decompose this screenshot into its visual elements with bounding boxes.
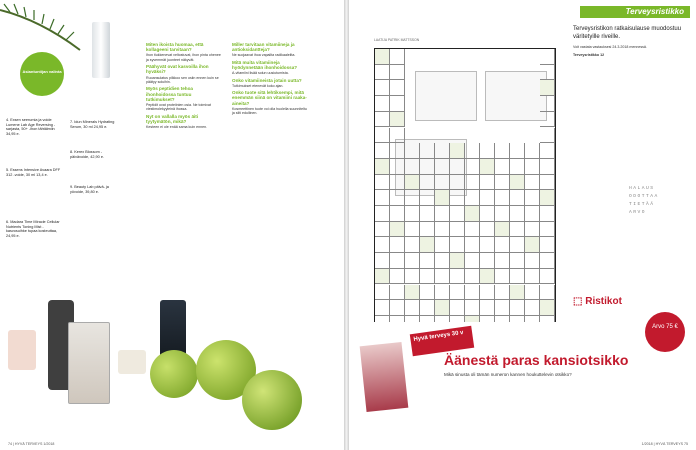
article-body: Kosmeettinen tuote voi olla huolella suunniteltu ja silti edullinen. xyxy=(232,106,307,116)
crossword-cell[interactable] xyxy=(405,269,420,285)
crossword-cell[interactable] xyxy=(375,175,390,191)
caption-4: 4. Exsen seerumia ja voide Lumene Lab Age Reversing -sarjasta, 50+ -ihon tähtäimiin 34,95 e. xyxy=(6,118,56,136)
crossword-cell[interactable] xyxy=(495,285,510,301)
crossword-cell[interactable] xyxy=(450,159,465,175)
crossword-cell[interactable] xyxy=(540,143,555,159)
crossword-cell[interactable] xyxy=(525,206,540,222)
crossword-cell[interactable] xyxy=(540,300,555,316)
crossword-cell[interactable] xyxy=(495,300,510,316)
crossword-cell[interactable] xyxy=(450,253,465,269)
caption-7: 7. Idun Minerals Hydrating Serum, 30 ml 24,95 e. xyxy=(70,120,115,129)
article-column-2 xyxy=(232,40,310,117)
crossword-cell[interactable] xyxy=(405,175,420,191)
crossword-cell[interactable] xyxy=(405,237,420,253)
crossword-cell[interactable] xyxy=(405,285,420,301)
ristikot-logo: ⬚ Ristikot xyxy=(573,296,622,307)
article-heading: Mitä muita vitamiineja hyödynnetään ihonhoidossa? xyxy=(232,59,298,71)
crossword-cell[interactable] xyxy=(375,49,390,65)
crossword-cell[interactable] xyxy=(405,206,420,222)
crossword-cell[interactable] xyxy=(435,300,450,316)
crossword-cell[interactable] xyxy=(420,190,435,206)
crossword-cell[interactable] xyxy=(510,206,525,222)
crossword-cell[interactable] xyxy=(450,175,465,191)
crossword-cell[interactable] xyxy=(375,300,390,316)
crossword-cell[interactable] xyxy=(540,237,555,253)
crossword-cell[interactable] xyxy=(480,237,495,253)
caption-5: 5. Essens Intensive Avaara DFF 312 -voide, 30 ml 13,4 e. xyxy=(6,168,61,177)
crossword-cell[interactable] xyxy=(450,190,465,206)
crossword-cell[interactable] xyxy=(465,269,480,285)
ad-body: Mikä sinusta oli tämän numeron kannen houkuttelevin otsikko? xyxy=(444,372,572,377)
crossword-cell[interactable] xyxy=(510,253,525,269)
winners-heading: Terveysristikko 12 xyxy=(573,53,605,58)
crossword-cell[interactable] xyxy=(480,300,495,316)
crossword-cell[interactable] xyxy=(480,175,495,191)
vote-ad xyxy=(349,322,696,450)
crossword-cell[interactable] xyxy=(375,222,390,238)
crossword-cell[interactable] xyxy=(525,237,540,253)
crossword-cell[interactable] xyxy=(390,300,405,316)
crossword-cell[interactable] xyxy=(480,143,495,159)
crossword-cell[interactable] xyxy=(375,159,390,175)
crossword-cell[interactable] xyxy=(465,237,480,253)
crossword-cell[interactable] xyxy=(465,143,480,159)
crossword-cell[interactable] xyxy=(525,300,540,316)
crossword-cell[interactable] xyxy=(375,190,390,206)
puzzle-credit: LAATIJA PATRIK MATTSSON xyxy=(374,38,420,42)
crossword-cell[interactable] xyxy=(540,206,555,222)
article-body: A-vitamiini lisää solun uusiutumista. xyxy=(232,71,289,76)
crossword-cell[interactable] xyxy=(435,285,450,301)
crossword-cell[interactable] xyxy=(510,190,525,206)
crossword-cell[interactable] xyxy=(495,237,510,253)
solution-row: ARVO xyxy=(629,210,647,215)
crossword-cell[interactable] xyxy=(480,222,495,238)
crossword-cell[interactable] xyxy=(510,237,525,253)
section-header-bar xyxy=(580,6,690,18)
green-apple-image-3 xyxy=(242,370,302,430)
expert-badge xyxy=(20,52,64,96)
crossword-cell[interactable] xyxy=(525,253,540,269)
crossword-cell[interactable] xyxy=(420,143,435,159)
crossword-cell[interactable] xyxy=(390,190,405,206)
crossword-cell[interactable] xyxy=(495,269,510,285)
crossword-cell[interactable] xyxy=(405,190,420,206)
article-body: Kesteen ei ole enää sama kuin ennen. xyxy=(146,125,208,130)
solution-row: HALAUS xyxy=(629,186,655,191)
caption-9: 9. Beauty Lab päivä- ja yövoide, 39,80 e. xyxy=(70,185,109,194)
crossword-cell[interactable] xyxy=(510,143,525,159)
crossword-cell[interactable] xyxy=(495,159,510,175)
crossword-cell[interactable] xyxy=(375,112,390,128)
crossword-cell[interactable] xyxy=(450,143,465,159)
intro-box xyxy=(573,26,689,58)
crossword-cell[interactable] xyxy=(375,253,390,269)
crossword-cell[interactable] xyxy=(465,222,480,238)
article-heading: Päähyvät ovat kasvoilla ihon hyväksi? xyxy=(146,64,209,75)
crossword-cell[interactable] xyxy=(420,237,435,253)
crossword-cell[interactable] xyxy=(435,159,450,175)
crossword-cell[interactable] xyxy=(540,96,555,112)
crossword-cell[interactable] xyxy=(390,65,405,81)
crossword-cell[interactable] xyxy=(420,159,435,175)
expert-badge-text: Asiantuntijan valinta xyxy=(22,69,62,74)
crossword-cell[interactable] xyxy=(465,206,480,222)
crossword-cell[interactable] xyxy=(510,285,525,301)
crossword-cell[interactable] xyxy=(465,285,480,301)
crossword-cell[interactable] xyxy=(420,222,435,238)
crossword-cell[interactable] xyxy=(375,285,390,301)
crossword-cell[interactable] xyxy=(390,285,405,301)
prize-badge xyxy=(645,312,685,352)
crossword-cell[interactable] xyxy=(510,269,525,285)
crossword-cell[interactable] xyxy=(540,159,555,175)
solution-row: ODOTTAA xyxy=(629,194,659,199)
crossword-cell[interactable] xyxy=(375,96,390,112)
crossword-cell[interactable] xyxy=(390,253,405,269)
crossword-cell[interactable] xyxy=(495,175,510,191)
crossword-cell[interactable] xyxy=(435,269,450,285)
crossword-cell[interactable] xyxy=(495,253,510,269)
crossword-cell[interactable] xyxy=(405,143,420,159)
crossword-cell[interactable] xyxy=(390,128,405,144)
crossword-cell[interactable] xyxy=(390,175,405,191)
green-apple-image xyxy=(150,350,198,398)
cartoon-panel-2 xyxy=(485,71,547,121)
crossword-cell[interactable] xyxy=(390,49,405,65)
product-white-box xyxy=(68,322,110,404)
crossword-cell[interactable] xyxy=(525,222,540,238)
solution-row: TIETÄÄ xyxy=(629,202,655,207)
intro-body: Voit vastata vastauksesi 24.3.2018 mennessä. xyxy=(573,45,647,49)
crossword-cell[interactable] xyxy=(540,112,555,128)
ad-headline: Äänestä paras kansiotsikko xyxy=(444,352,629,368)
crossword-cell[interactable] xyxy=(405,159,420,175)
crossword-cell[interactable] xyxy=(540,128,555,144)
crossword-cell[interactable] xyxy=(390,143,405,159)
crossword-cell[interactable] xyxy=(420,175,435,191)
article-column-1 xyxy=(146,40,221,131)
crossword-cell[interactable] xyxy=(390,222,405,238)
product-cream-jar xyxy=(118,350,146,374)
article-body: Ihon tiukkenevat veltostuvat, ihon pinta ohenee ja syvemmät juonteet näkyvät. xyxy=(146,53,221,62)
crossword-cell[interactable] xyxy=(435,175,450,191)
ristikot-icon: ⬚ xyxy=(573,296,583,307)
crossword-cell[interactable] xyxy=(525,190,540,206)
crossword-cell[interactable] xyxy=(375,128,390,144)
crossword-cell[interactable] xyxy=(540,269,555,285)
crossword-cell[interactable] xyxy=(540,175,555,191)
magazine-ribbon: Hyvä terveys 30 v xyxy=(410,326,474,356)
crossword-cell[interactable] xyxy=(495,206,510,222)
crossword-cell[interactable] xyxy=(465,253,480,269)
crossword-cell[interactable] xyxy=(375,65,390,81)
crossword-cell[interactable] xyxy=(480,206,495,222)
crossword-cell[interactable] xyxy=(420,300,435,316)
caption-8: 8. Kerex Blossom -päivävoide, 42,90 e. xyxy=(70,150,104,159)
crossword-cell[interactable] xyxy=(375,269,390,285)
crossword-cell[interactable] xyxy=(450,206,465,222)
right-page-folio: 1/2018 | HYVÄ TERVEYS 75 xyxy=(641,442,688,446)
crossword-cell[interactable] xyxy=(510,175,525,191)
crossword-cell[interactable] xyxy=(540,80,555,96)
crossword-cell[interactable] xyxy=(420,269,435,285)
crossword-cell[interactable] xyxy=(465,300,480,316)
left-page xyxy=(0,0,344,450)
crossword-cell[interactable] xyxy=(540,65,555,81)
crossword-cell[interactable] xyxy=(465,159,480,175)
crossword-cell[interactable] xyxy=(465,175,480,191)
crossword-cell[interactable] xyxy=(420,206,435,222)
crossword-cell[interactable] xyxy=(540,190,555,206)
crossword-cell[interactable] xyxy=(450,237,465,253)
article-body: Ne suojaavat ihoa vapailta radikaaleilta. xyxy=(232,53,296,58)
crossword-cell[interactable] xyxy=(480,159,495,175)
crossword-cell[interactable] xyxy=(390,237,405,253)
crossword-cell[interactable] xyxy=(435,253,450,269)
crossword-cell[interactable] xyxy=(375,143,390,159)
crossword-cell[interactable] xyxy=(450,300,465,316)
article-body: Ruoansulatus pilkkoo sen osiin ennen kuin se päätyy soluihin. xyxy=(146,75,219,85)
article-body: Peptidit ovat proteiinien osia. Ne toimivat viestimolekyyleinä ihossa. xyxy=(146,103,211,112)
article-heading: Onko vitamiineista jotain uutta? xyxy=(232,77,302,83)
crossword-cell[interactable] xyxy=(480,253,495,269)
crossword-cell[interactable] xyxy=(435,237,450,253)
crossword-cell[interactable] xyxy=(420,253,435,269)
article-heading: Nyt on vallalla myös äiti tyytymätön, mikä? xyxy=(146,113,199,125)
crossword-cell[interactable] xyxy=(540,285,555,301)
crossword-cell[interactable] xyxy=(540,253,555,269)
crossword-cell[interactable] xyxy=(525,269,540,285)
crossword-cell[interactable] xyxy=(540,49,555,65)
crossword-cell[interactable] xyxy=(480,269,495,285)
crossword-cell[interactable] xyxy=(510,222,525,238)
crossword-cell[interactable] xyxy=(480,190,495,206)
crossword-cell[interactable] xyxy=(420,285,435,301)
article-heading: Onko tuote sitä lehtiksempi, mitä enemmän siinä on vitamiini raaka-aineita? xyxy=(232,90,307,106)
crossword-cell[interactable] xyxy=(525,143,540,159)
prize-value: Arvo 75 € xyxy=(652,324,678,330)
crossword-grid[interactable] xyxy=(374,48,556,364)
crossword-cell[interactable] xyxy=(510,159,525,175)
crossword-cell[interactable] xyxy=(495,143,510,159)
article-heading: Myös peptidien tehoa ihonhoidossa tuntuu tutkimukset? xyxy=(146,86,193,102)
crossword-cell[interactable] xyxy=(435,206,450,222)
crossword-cell[interactable] xyxy=(405,253,420,269)
crossword-cell[interactable] xyxy=(450,269,465,285)
crossword-cell[interactable] xyxy=(525,175,540,191)
crossword-cell[interactable] xyxy=(405,222,420,238)
right-page xyxy=(349,0,696,450)
crossword-cell[interactable] xyxy=(540,222,555,238)
crossword-cell[interactable] xyxy=(525,285,540,301)
intro-heading: Terveysristikon ratkaisulause muodostuu väritetyille riveille. xyxy=(573,26,682,40)
crossword-cell[interactable] xyxy=(450,222,465,238)
article-heading: Miten ikoista huomaa, että kollageeni tarvitaan? xyxy=(146,42,204,53)
crossword-cell[interactable] xyxy=(390,80,405,96)
crossword-cell[interactable] xyxy=(375,80,390,96)
crossword-cell[interactable] xyxy=(405,300,420,316)
crossword-cell[interactable] xyxy=(390,269,405,285)
left-page-folio: 74 | HYVÄ TERVEYS 1/2018 xyxy=(8,442,55,446)
caption-6: 6. Madara Time Miracle Cellular Nutrients Toning Mist - kasvosuihke tupaa kosteuttaa, 24,95 e. xyxy=(6,220,60,238)
article-body: Tutkimukset etenevät koko ajan. xyxy=(232,83,284,88)
cartoon-panel xyxy=(415,71,477,121)
crossword-cell[interactable] xyxy=(495,222,510,238)
crossword-cell[interactable] xyxy=(510,300,525,316)
crossword-cell[interactable] xyxy=(390,206,405,222)
magazine-cover xyxy=(360,342,409,412)
crossword-cell[interactable] xyxy=(435,222,450,238)
product-lumene-tube xyxy=(92,22,110,78)
crossword-cell[interactable] xyxy=(390,112,405,128)
section-title: Terveysristikko xyxy=(625,7,684,16)
article-heading: Miller tarvitaan vitamiineja ja antioksidantteja? xyxy=(232,42,295,53)
product-pink-box xyxy=(8,330,36,370)
crossword-cell[interactable] xyxy=(375,206,390,222)
crossword-cell[interactable] xyxy=(465,190,480,206)
crossword-cell[interactable] xyxy=(375,237,390,253)
crossword-cell[interactable] xyxy=(525,159,540,175)
crossword-cell[interactable] xyxy=(390,96,405,112)
crossword-cell[interactable] xyxy=(480,285,495,301)
crossword-cell[interactable] xyxy=(435,190,450,206)
crossword-cell[interactable] xyxy=(450,285,465,301)
crossword-cell[interactable] xyxy=(390,159,405,175)
crossword-cell[interactable] xyxy=(435,143,450,159)
crossword-cell[interactable] xyxy=(495,190,510,206)
